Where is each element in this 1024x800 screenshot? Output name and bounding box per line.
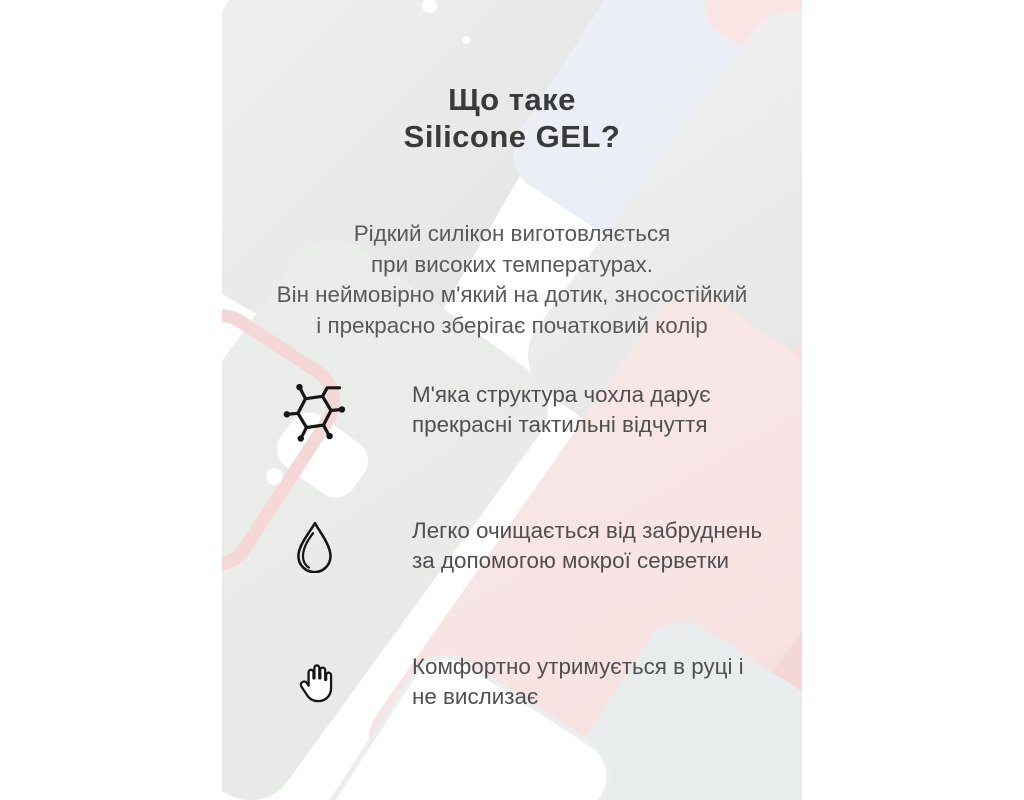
title-line-2: Silicone GEL? (403, 118, 621, 154)
feature-row-easy-clean (278, 504, 798, 588)
feature-icon-wrap (278, 368, 350, 452)
feature-row-grip (278, 640, 798, 724)
feature-3-line-1: Комфортно утримується в руці і (412, 654, 744, 679)
droplet-icon (292, 519, 336, 573)
molecule-icon (280, 376, 348, 444)
feature-1-line-2: прекрасні тактильні відчуття (412, 412, 708, 437)
page-title (222, 81, 802, 155)
feature-text (412, 380, 711, 440)
feature-icon-wrap (278, 504, 350, 588)
title-line-1: Що таке (448, 81, 576, 117)
intro-line-1: Рідкий силікон виготовляється (353, 221, 671, 247)
hand-icon (288, 656, 340, 708)
feature-1-line-1: М'яка структура чохла дарує (412, 382, 711, 407)
intro-line-3: Він неймовірно м'який на дотик, зносостійкий (276, 282, 748, 308)
feature-3-line-2: не вислизає (412, 684, 539, 709)
feature-2-line-1: Легко очищається від забруднень (412, 518, 763, 543)
feature-text (412, 652, 744, 712)
flash-hole-cutout (462, 36, 470, 44)
feature-icon-wrap (278, 640, 350, 724)
intro-line-4: і прекрасно зберігає початковий колір (316, 312, 708, 338)
intro-line-2: при високих температурах. (371, 251, 653, 277)
feature-text (412, 516, 762, 576)
feature-2-line-2: за допомогою мокрої серветки (412, 548, 730, 573)
intro-paragraph (172, 219, 852, 341)
feature-row-soft-structure (278, 368, 798, 452)
